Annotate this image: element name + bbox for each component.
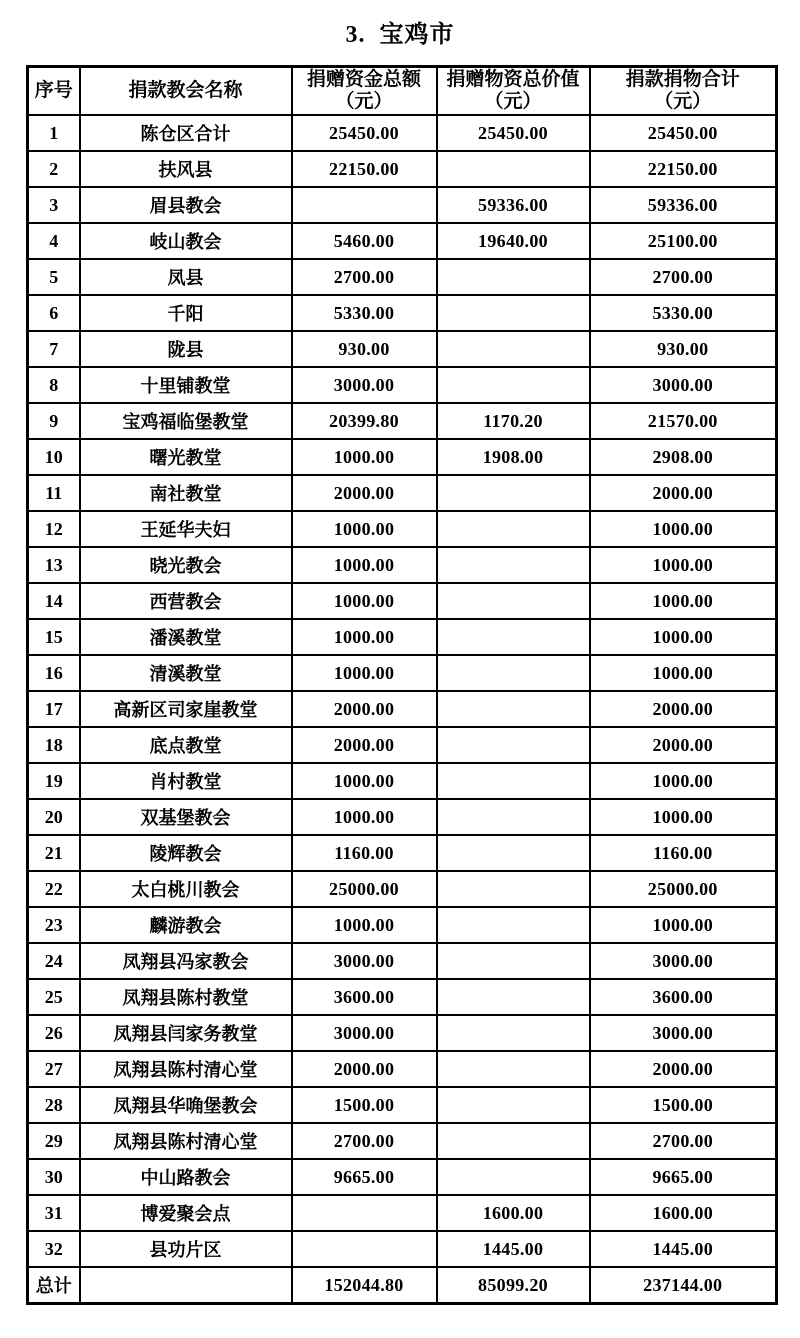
cell-total: 3000.00	[590, 1015, 777, 1051]
cell-funds: 1000.00	[292, 763, 437, 799]
cell-funds: 5330.00	[292, 295, 437, 331]
cell-total: 1160.00	[590, 835, 777, 871]
cell-serial: 19	[28, 763, 80, 799]
cell-serial: 4	[28, 223, 80, 259]
cell-total: 1000.00	[590, 547, 777, 583]
cell-total: 2908.00	[590, 439, 777, 475]
cell-goods	[437, 1051, 590, 1087]
cell-serial: 25	[28, 979, 80, 1015]
cell-total: 1000.00	[590, 655, 777, 691]
cell-serial: 31	[28, 1195, 80, 1231]
cell-goods	[437, 547, 590, 583]
cell-church-name: 岐山教会	[80, 223, 292, 259]
table-row	[28, 583, 777, 619]
cell-goods	[437, 763, 590, 799]
table-row	[28, 691, 777, 727]
cell-total: 3000.00	[590, 943, 777, 979]
cell-church-name: 陵辉教会	[80, 835, 292, 871]
cell-total: 25450.00	[590, 115, 777, 151]
table-row	[28, 367, 777, 403]
table-row	[28, 943, 777, 979]
table-row	[28, 475, 777, 511]
cell-total: 25100.00	[590, 223, 777, 259]
cell-church-name: 晓光教会	[80, 547, 292, 583]
table-row	[28, 655, 777, 691]
cell-serial: 总计	[28, 1267, 80, 1304]
cell-funds: 1000.00	[292, 799, 437, 835]
cell-funds	[292, 1195, 437, 1231]
cell-church-name: 肖村教堂	[80, 763, 292, 799]
cell-church-name: 麟游教会	[80, 907, 292, 943]
table-row	[28, 1231, 777, 1267]
table-row	[28, 295, 777, 331]
cell-serial: 13	[28, 547, 80, 583]
cell-goods: 1170.20	[437, 403, 590, 439]
column-header-goods: 捐赠物资总价值 （元）	[437, 67, 590, 116]
cell-church-name: 太白桃川教会	[80, 871, 292, 907]
cell-goods	[437, 511, 590, 547]
table-row	[28, 115, 777, 151]
donation-table	[26, 65, 778, 1305]
column-header-church-name: 捐款教会名称	[80, 67, 292, 116]
cell-funds	[292, 187, 437, 223]
cell-funds: 1000.00	[292, 907, 437, 943]
cell-total: 1600.00	[590, 1195, 777, 1231]
table-row	[28, 1123, 777, 1159]
cell-church-name: 凤翔县闫家务教堂	[80, 1015, 292, 1051]
cell-goods	[437, 259, 590, 295]
cell-church-name: 十里铺教堂	[80, 367, 292, 403]
cell-goods	[437, 655, 590, 691]
cell-serial: 12	[28, 511, 80, 547]
table-row	[28, 619, 777, 655]
column-header-funds: 捐赠资金总额 （元）	[292, 67, 437, 116]
table-row	[28, 331, 777, 367]
cell-goods	[437, 907, 590, 943]
cell-church-name: 中山路教会	[80, 1159, 292, 1195]
table-row	[28, 259, 777, 295]
cell-serial: 8	[28, 367, 80, 403]
cell-church-name	[80, 1267, 292, 1304]
table-row	[28, 403, 777, 439]
cell-goods	[437, 151, 590, 187]
cell-goods: 59336.00	[437, 187, 590, 223]
table-row	[28, 187, 777, 223]
cell-serial: 32	[28, 1231, 80, 1267]
cell-church-name: 扶风县	[80, 151, 292, 187]
cell-funds: 22150.00	[292, 151, 437, 187]
cell-serial: 18	[28, 727, 80, 763]
table-row	[28, 1051, 777, 1087]
cell-church-name: 高新区司家崖教堂	[80, 691, 292, 727]
cell-goods	[437, 727, 590, 763]
cell-church-name: 千阳	[80, 295, 292, 331]
column-header-serial: 序号	[28, 67, 80, 116]
cell-church-name: 清溪教堂	[80, 655, 292, 691]
table-row	[28, 979, 777, 1015]
cell-goods: 85099.20	[437, 1267, 590, 1304]
cell-church-name: 王延华夫妇	[80, 511, 292, 547]
cell-serial: 10	[28, 439, 80, 475]
cell-goods	[437, 943, 590, 979]
cell-church-name: 南社教堂	[80, 475, 292, 511]
cell-total: 237144.00	[590, 1267, 777, 1304]
cell-funds: 1000.00	[292, 583, 437, 619]
cell-funds: 2000.00	[292, 727, 437, 763]
cell-church-name: 眉县教会	[80, 187, 292, 223]
cell-church-name: 陈仓区合计	[80, 115, 292, 151]
cell-serial: 22	[28, 871, 80, 907]
cell-serial: 15	[28, 619, 80, 655]
cell-serial: 1	[28, 115, 80, 151]
cell-total: 930.00	[590, 331, 777, 367]
cell-funds: 1000.00	[292, 619, 437, 655]
cell-funds: 2000.00	[292, 475, 437, 511]
table-row	[28, 1267, 777, 1304]
cell-serial: 26	[28, 1015, 80, 1051]
cell-goods	[437, 619, 590, 655]
table-row	[28, 907, 777, 943]
table-row	[28, 727, 777, 763]
cell-church-name: 陇县	[80, 331, 292, 367]
cell-church-name: 县功片区	[80, 1231, 292, 1267]
cell-total: 1000.00	[590, 799, 777, 835]
cell-total: 1000.00	[590, 763, 777, 799]
table-row	[28, 547, 777, 583]
cell-goods	[437, 1159, 590, 1195]
table-row	[28, 799, 777, 835]
cell-church-name: 凤翔县陈村教堂	[80, 979, 292, 1015]
cell-funds: 20399.80	[292, 403, 437, 439]
table-row	[28, 439, 777, 475]
cell-funds: 3600.00	[292, 979, 437, 1015]
cell-funds: 5460.00	[292, 223, 437, 259]
cell-funds: 1500.00	[292, 1087, 437, 1123]
table-row	[28, 1195, 777, 1231]
cell-church-name: 凤翔县华唃堡教会	[80, 1087, 292, 1123]
cell-goods	[437, 1015, 590, 1051]
cell-total: 2000.00	[590, 1051, 777, 1087]
cell-total: 1445.00	[590, 1231, 777, 1267]
cell-church-name: 博爱聚会点	[80, 1195, 292, 1231]
cell-funds: 2000.00	[292, 691, 437, 727]
cell-goods: 1600.00	[437, 1195, 590, 1231]
cell-total: 9665.00	[590, 1159, 777, 1195]
cell-total: 2000.00	[590, 691, 777, 727]
cell-funds: 2700.00	[292, 1123, 437, 1159]
cell-total: 25000.00	[590, 871, 777, 907]
cell-serial: 28	[28, 1087, 80, 1123]
cell-funds: 25000.00	[292, 871, 437, 907]
cell-total: 59336.00	[590, 187, 777, 223]
cell-total: 1000.00	[590, 511, 777, 547]
cell-funds: 1000.00	[292, 511, 437, 547]
cell-serial: 5	[28, 259, 80, 295]
cell-serial: 27	[28, 1051, 80, 1087]
cell-funds: 25450.00	[292, 115, 437, 151]
cell-serial: 24	[28, 943, 80, 979]
cell-total: 2000.00	[590, 475, 777, 511]
table-row	[28, 1087, 777, 1123]
cell-total: 2700.00	[590, 259, 777, 295]
cell-goods	[437, 583, 590, 619]
cell-total: 22150.00	[590, 151, 777, 187]
cell-total: 1000.00	[590, 619, 777, 655]
cell-serial: 21	[28, 835, 80, 871]
cell-total: 21570.00	[590, 403, 777, 439]
cell-serial: 30	[28, 1159, 80, 1195]
cell-serial: 11	[28, 475, 80, 511]
cell-church-name: 曙光教堂	[80, 439, 292, 475]
cell-goods	[437, 1087, 590, 1123]
header-row	[28, 67, 777, 116]
table-row	[28, 151, 777, 187]
cell-goods	[437, 295, 590, 331]
cell-funds: 2000.00	[292, 1051, 437, 1087]
cell-church-name: 凤翔县陈村清心堂	[80, 1051, 292, 1087]
cell-funds: 1000.00	[292, 655, 437, 691]
cell-total: 1000.00	[590, 583, 777, 619]
cell-serial: 3	[28, 187, 80, 223]
cell-church-name: 凤翔县冯家教会	[80, 943, 292, 979]
cell-serial: 16	[28, 655, 80, 691]
cell-funds	[292, 1231, 437, 1267]
cell-total: 2000.00	[590, 727, 777, 763]
cell-funds: 930.00	[292, 331, 437, 367]
cell-funds: 9665.00	[292, 1159, 437, 1195]
cell-serial: 20	[28, 799, 80, 835]
cell-goods: 1445.00	[437, 1231, 590, 1267]
cell-funds: 1160.00	[292, 835, 437, 871]
cell-serial: 17	[28, 691, 80, 727]
cell-goods	[437, 799, 590, 835]
cell-church-name: 凤翔县陈村清心堂	[80, 1123, 292, 1159]
cell-total: 3000.00	[590, 367, 777, 403]
cell-goods	[437, 331, 590, 367]
cell-church-name: 西营教会	[80, 583, 292, 619]
table-row	[28, 763, 777, 799]
column-header-total: 捐款捐物合计 （元）	[590, 67, 777, 116]
cell-church-name: 凤县	[80, 259, 292, 295]
cell-goods	[437, 475, 590, 511]
cell-goods	[437, 979, 590, 1015]
cell-funds: 3000.00	[292, 943, 437, 979]
cell-serial: 7	[28, 331, 80, 367]
cell-serial: 29	[28, 1123, 80, 1159]
cell-total: 3600.00	[590, 979, 777, 1015]
table-row	[28, 1159, 777, 1195]
cell-goods: 25450.00	[437, 115, 590, 151]
table-row	[28, 223, 777, 259]
page-title: 3. 宝鸡市	[345, 22, 455, 48]
cell-serial: 23	[28, 907, 80, 943]
cell-serial: 14	[28, 583, 80, 619]
cell-goods	[437, 691, 590, 727]
table-row	[28, 835, 777, 871]
cell-total: 5330.00	[590, 295, 777, 331]
cell-funds: 3000.00	[292, 1015, 437, 1051]
cell-goods	[437, 367, 590, 403]
cell-funds: 1000.00	[292, 547, 437, 583]
cell-total: 1500.00	[590, 1087, 777, 1123]
cell-goods	[437, 871, 590, 907]
cell-serial: 2	[28, 151, 80, 187]
cell-serial: 6	[28, 295, 80, 331]
cell-serial: 9	[28, 403, 80, 439]
table-row	[28, 871, 777, 907]
cell-goods: 19640.00	[437, 223, 590, 259]
table-row	[28, 511, 777, 547]
cell-funds: 2700.00	[292, 259, 437, 295]
cell-funds: 152044.80	[292, 1267, 437, 1304]
cell-funds: 3000.00	[292, 367, 437, 403]
cell-church-name: 潘溪教堂	[80, 619, 292, 655]
cell-church-name: 宝鸡福临堡教堂	[80, 403, 292, 439]
cell-funds: 1000.00	[292, 439, 437, 475]
cell-total: 2700.00	[590, 1123, 777, 1159]
cell-goods	[437, 835, 590, 871]
table-row	[28, 1015, 777, 1051]
cell-goods	[437, 1123, 590, 1159]
cell-goods: 1908.00	[437, 439, 590, 475]
cell-total: 1000.00	[590, 907, 777, 943]
table-body	[28, 115, 777, 1304]
cell-church-name: 双基堡教会	[80, 799, 292, 835]
cell-church-name: 底点教堂	[80, 727, 292, 763]
